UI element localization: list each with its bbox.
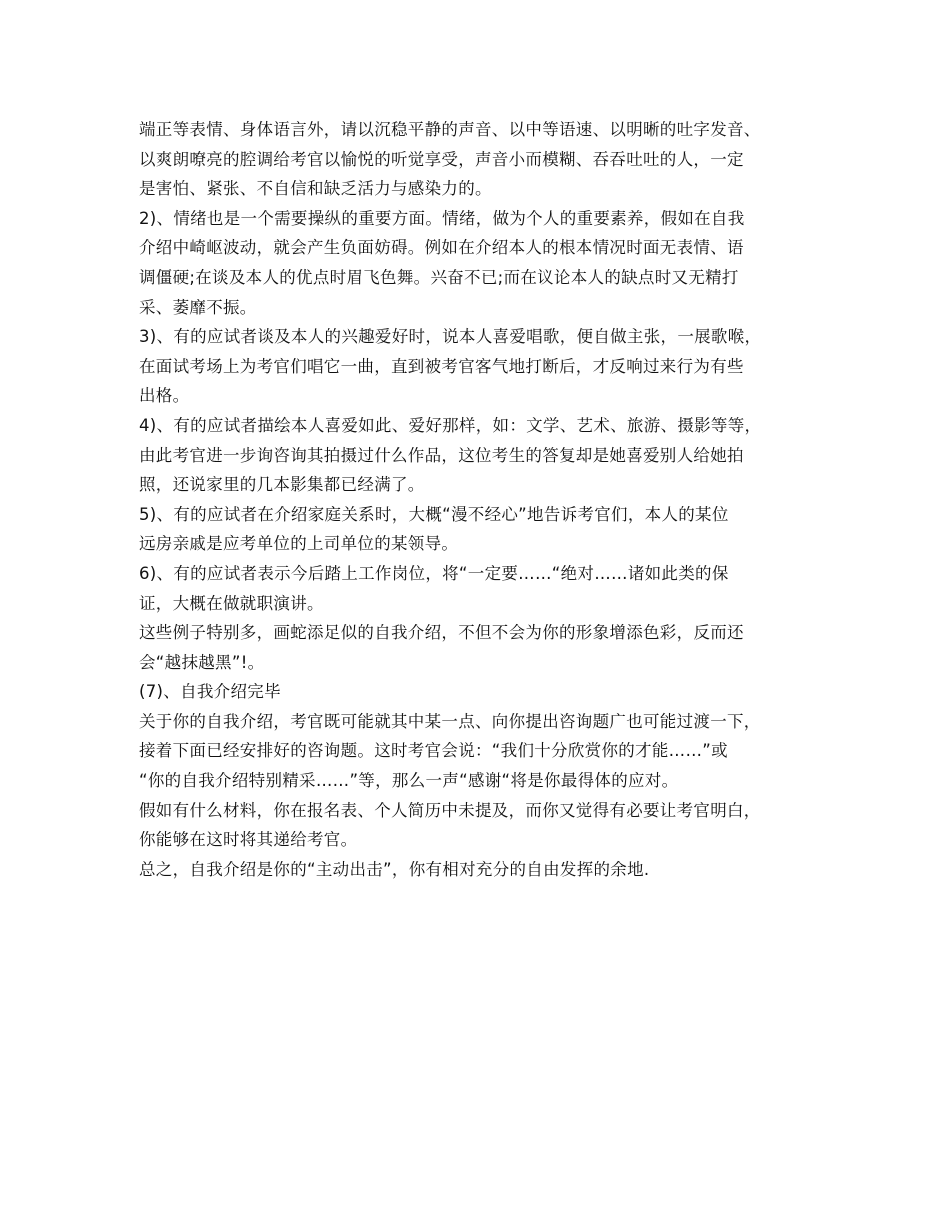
text-line: 介绍中崎岖波动，就会产生负面妨碍。例如在介绍本人的根本情况时面无表情、语 bbox=[139, 238, 744, 258]
paragraph bbox=[139, 204, 819, 322]
text-line: 这些例子特别多，画蛇添足似的自我介绍，不但不会为你的形象增添色彩，反而还 bbox=[139, 623, 744, 643]
text-line: “你的自我介绍特别精采……”等，那么一声“感谢“将是你最得体的应对。 bbox=[139, 771, 679, 791]
text-line: 证，大概在做就职演讲。 bbox=[139, 593, 324, 613]
text-line: 以爽朗嘹亮的腔调给考官以愉悦的听觉享受，声音小而模糊、吞吞吐吐的人，一定 bbox=[139, 149, 744, 169]
text-line: 6)、有的应试者表示今后踏上工作岗位，将“一定要……“绝对……诸如此类的保 bbox=[139, 563, 729, 583]
paragraph bbox=[139, 707, 819, 796]
text-line: 2)、情绪也是一个需要操纵的重要方面。情绪，做为个人的重要素养，假如在自我 bbox=[139, 208, 745, 228]
paragraph bbox=[139, 411, 819, 500]
text-line: 调僵硬;在谈及本人的优点时眉飞色舞。兴奋不已;而在议论本人的缺点时又无精打 bbox=[139, 267, 739, 287]
text-line: 3)、有的应试者谈及本人的兴趣爱好时，说本人喜爱唱歌，便自做主张，一展歌喉， bbox=[139, 327, 762, 347]
paragraph bbox=[139, 796, 819, 855]
text-line: 接着下面已经安排好的咨询题。这时考官会说：“我们十分欣赏你的才能……”或 bbox=[139, 741, 728, 761]
text-line: 端正等表情、身体语言外，请以沉稳平静的声音、以中等语速、以明晰的吐字发音、 bbox=[139, 120, 761, 139]
text-line: 远房亲戚是应考单位的上司单位的某领导。 bbox=[139, 534, 459, 554]
text-line: 是害怕、紧张、不自信和缺乏活力与感染力的。 bbox=[139, 179, 492, 199]
text-line: 你能够在这时将其递给考官。 bbox=[139, 830, 358, 850]
paragraph bbox=[139, 115, 819, 204]
text-line: 照，还说家里的几本影集都已经满了。 bbox=[139, 475, 425, 495]
paragraph bbox=[139, 855, 819, 885]
text-line: 采、萎靡不振。 bbox=[139, 297, 257, 317]
text-line: 在面试考场上为考官们唱它一曲，直到被考官客气地打断后，才反响过来行为有些 bbox=[139, 356, 744, 376]
text-line: 5)、有的应试者在介绍家庭关系时，大概“漫不经心”地告诉考官们，本人的某位 bbox=[139, 504, 729, 524]
text-line: 假如有什么材料，你在报名表、个人简历中未提及，而你又觉得有必要让考官明白， bbox=[139, 800, 761, 820]
text-line: 4)、有的应试者描绘本人喜爱如此、爱好那样，如：文学、艺术、旅游、摄影等等， bbox=[139, 415, 762, 435]
document-body bbox=[139, 115, 819, 884]
text-line: 总之，自我介绍是你的“主动出击”，你有相对充分的自由发挥的余地. bbox=[139, 859, 650, 879]
paragraph bbox=[139, 500, 819, 559]
text-line: 出格。 bbox=[139, 386, 190, 406]
paragraph bbox=[139, 677, 819, 707]
text-line: 关于你的自我介绍，考官既可能就其中某一点、向你提出咨询题广也可能过渡一下， bbox=[139, 711, 761, 731]
paragraph bbox=[139, 322, 819, 411]
paragraph bbox=[139, 559, 819, 618]
text-line: (7)、自我介绍完毕 bbox=[139, 682, 281, 702]
text-line: 会“越抹越黑”!。 bbox=[139, 652, 265, 672]
paragraph bbox=[139, 618, 819, 677]
text-line: 由此考官进一步询咨询其拍摄过什么作品，这位考生的答复却是她喜爱别人给她拍 bbox=[139, 445, 744, 465]
